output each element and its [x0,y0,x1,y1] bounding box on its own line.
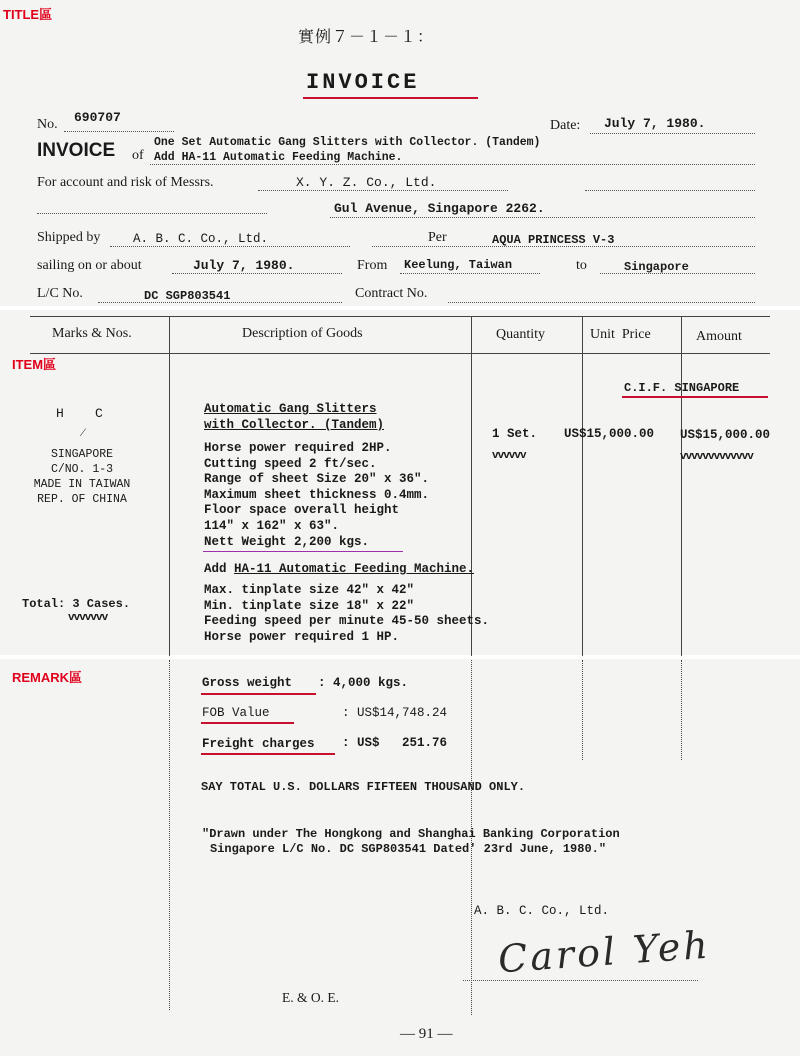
marks-total: Total: 3 Cases. [22,597,131,611]
col-header-amount: Amount [696,329,742,344]
section-tag-title: TITLE區 [3,7,53,22]
fob-label: FOB Value [202,706,270,720]
fob-underline [201,722,294,724]
page-title: INVOICE [306,70,420,95]
freight-underline [201,753,335,755]
unit-price-value: US$15,000.00 [564,427,655,441]
marks-line: SINGAPORE [50,448,114,461]
add-specs [204,583,489,645]
account-value: X. Y. Z. Co., Ltd. [296,175,437,190]
amount-ticks: vvvvvvvvvvvvv [680,451,753,463]
title-underline [303,97,478,99]
marks-block [22,447,142,507]
col-header-quantity: Quantity [496,327,545,342]
sailing-value: July 7, 1980. [193,258,295,273]
invoice-of-line2: Add HA-11 Automatic Feeding Machine. [154,151,403,164]
marks-line: MADE IN TAIWAN [33,478,131,491]
lc-label: L/C No. [37,286,83,301]
spec-line: 114" x 162" x 63". [204,518,340,533]
section-tag-item: ITEM區 [12,357,57,372]
invoice-of-line1: One Set Automatic Gang Slitters with Collector. (Tandem) [154,136,541,149]
terms-underline [622,396,768,398]
page-number: — 91 — [400,1026,453,1042]
fob-value: : US$14,748.24 [342,706,448,720]
date-label: Date: [550,118,581,133]
gross-weight-value: : 4,000 kgs. [318,676,409,690]
to-label: to [576,258,587,273]
section-tag-remark: REMARK區 [12,670,83,685]
lc-value: DC SGP803541 [144,289,231,303]
add-title: HA-11 Automatic Feeding Machine. [234,562,475,576]
marks-slash: ⁄ [82,425,85,439]
signature: Carol Yeh [496,922,713,982]
spec-line: Range of sheet Size 20" x 36". [204,472,430,487]
goods-title-line2: with Collector. (Tandem) [204,418,385,432]
shipped-value: A. B. C. Co., Ltd. [133,232,269,246]
shipped-label: Shipped by [37,230,101,245]
example-label: 實例７－１－１： [298,29,435,46]
amount-value: US$15,000.00 [680,428,771,442]
nett-weight: Nett Weight 2,200 kgs. [204,534,370,549]
drawn-line1: "Drawn under The Hongkong and Shanghai Banking Corporation [202,827,620,841]
say-total: SAY TOTAL U.S. DOLLARS FIFTEEN THOUSAND ONLY. [201,780,526,794]
freight-label: Freight charges [202,737,315,751]
spec-line: Maximum sheet thickness 0.4mm. [204,487,430,502]
spec-line: Horse power required 1 HP. [204,629,400,644]
invoice-of-label: of [132,148,144,163]
col-header-marks: Marks & Nos. [52,326,132,341]
goods-specs [204,441,429,550]
add-prefix: Add [204,562,235,576]
company-name: A. B. C. Co., Ltd. [474,904,610,918]
col-header-description: Description of Goods [242,326,363,341]
spec-line: Feeding speed per minute 45-50 sheets. [204,614,490,629]
invoice-label: INVOICE [37,140,116,161]
spec-line: Horse power required 2HP. [204,441,392,455]
spec-line: Cutting speed 2 ft/sec. [204,456,377,471]
eoe-label: E. & O. E. [282,990,339,1005]
per-label: Per [428,230,447,245]
to-value: Singapore [624,260,689,274]
drawn-line2: Singapore L/C No. DC SGP803541 Dated' 23rd June, 1980." [210,842,607,856]
spec-line: Floor space overall height [204,503,400,518]
spec-line: Min. tinplate size 18" x 22" [204,598,415,613]
quantity-value: 1 Set. [492,427,538,441]
price-terms: C.I.F. SINGAPORE [624,381,740,395]
from-label: From [357,258,388,273]
account-label: For account and risk of Messrs. [37,175,214,190]
address-value: Gul Avenue, Singapore 2262. [334,201,545,216]
invoice-no-label: No. [37,117,58,132]
date-value: July 7, 1980. [604,116,706,131]
col-header-unit-price: Unit Price [590,327,651,342]
marks-ticks: vvvvvvv [68,612,108,624]
goods-title-line1: Automatic Gang Slitters [204,402,377,416]
marks-line: REP. OF CHINA [37,493,127,506]
marks-hc: H C [56,406,103,421]
spec-line: Max. tinplate size 42" x 42" [204,583,415,597]
quantity-ticks: vvvvvv [492,450,526,462]
contract-label: Contract No. [355,286,428,301]
freight-value: : US$ 251.76 [342,736,448,750]
invoice-no-value: 690707 [74,110,121,125]
sailing-label: sailing on or about [37,258,142,273]
marks-line: C/NO. 1-3 [50,463,114,476]
add-line [204,561,474,578]
gross-weight-label: Gross weight [202,676,293,690]
from-value: Keelung, Taiwan [404,258,513,272]
nett-weight-underline [203,551,403,552]
gross-underline [201,693,316,695]
per-value: AQUA PRINCESS V-3 [492,233,615,247]
